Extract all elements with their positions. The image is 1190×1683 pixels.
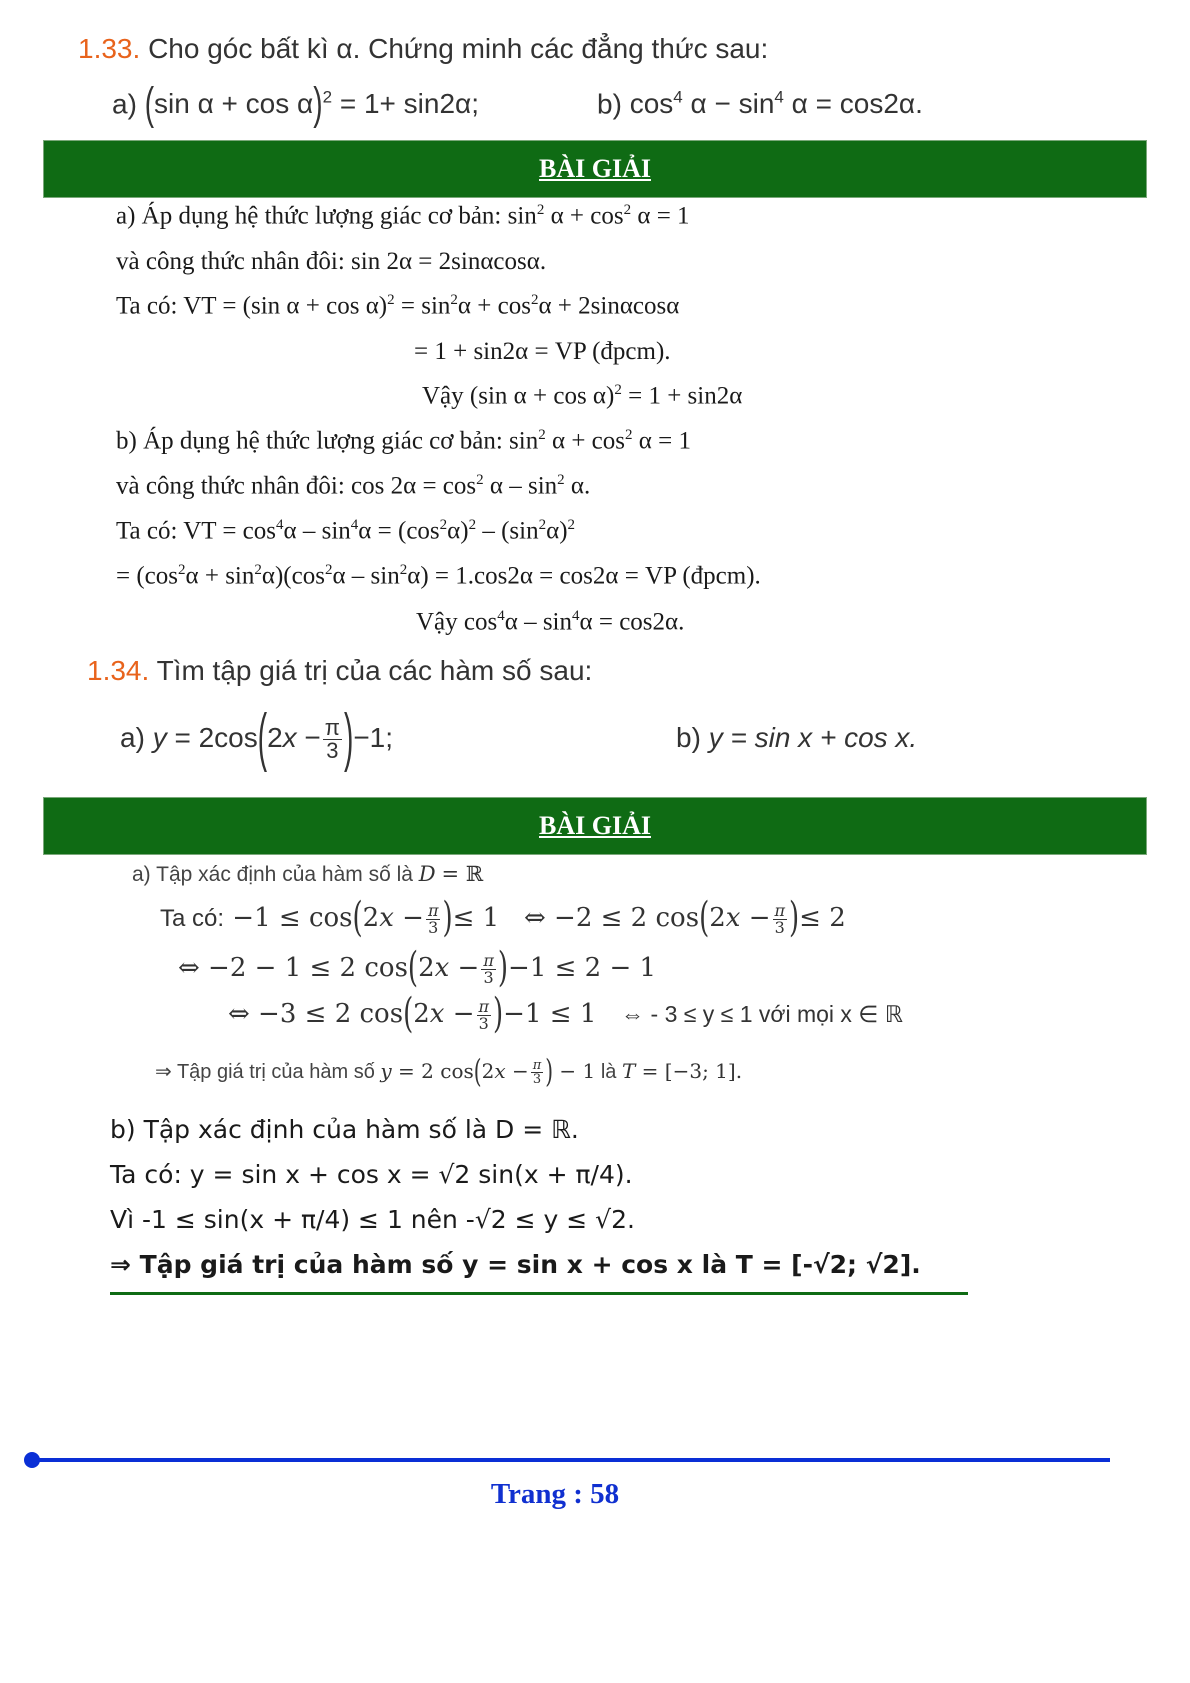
exercise-number: 1.34.	[87, 655, 150, 686]
sol-a-double-angle: và công thức nhân đôi: sin 2α = 2sinαcosα.	[116, 248, 547, 275]
sol-a-intro: a) Áp dụng hệ thức lượng giác cơ bản: $\sin^2 \alpha + \cos^2 \alpha = 1$	[116, 202, 690, 230]
sol-a-conclusion: Vậy (sin α + cos α)$^2$ = 1 + sin2α	[422, 382, 743, 410]
sol-b-double-angle: và công thức nhân đôi: $\cos 2\alpha = \cos^2 \alpha - \sin^2 \alpha$.	[116, 472, 591, 500]
solution-banner	[43, 797, 1147, 855]
solution-header: BÀI GIẢI	[539, 154, 651, 183]
sol-b-vt: Ta có: VT = $\cos^4\alpha - \sin^4\alpha = (\cos^2\alpha)^2 - (\sin^2\alpha)^2$	[116, 517, 576, 545]
formula-b: y = sin x + cos x.	[708, 722, 918, 753]
formula-a: (sin α + cos α)$^2$ = 1+ sin2α;	[144, 78, 479, 129]
formula-b: $\cos^4 \alpha - \sin^4 \alpha = \cos 2\alpha$.	[629, 88, 923, 120]
part-label: a)	[112, 88, 137, 120]
sol134-line2: ⇔ −2 − 1 ≤ 2 cos(2x − $\frac{\pi}{3}$ )−1 ≤ 2 − 1	[178, 944, 657, 992]
part-label: a)	[120, 722, 145, 753]
sol134-conclusion-a: ⇒ Tập giá trị của hàm số y = 2 cos(2x − $\frac{\pi}{3}$ ) − 1 là T = [−3; 1].	[155, 1051, 743, 1091]
exercise-1-33-part-b	[597, 88, 923, 120]
exercise-1-34-part-b	[676, 722, 917, 754]
exercise-1-33-part-a	[112, 78, 479, 129]
part-label: b)	[597, 88, 622, 120]
exercise-number: 1.33.	[78, 33, 141, 64]
sol134-b-taco: Ta có: y = sin x + cos x = √2 sin(x + π/4).	[110, 1160, 633, 1189]
sol134-b-conclusion: ⇒ Tập giá trị của hàm số y = sin x + cos x là T = [-√2; √2].	[110, 1250, 921, 1279]
solution-banner	[43, 140, 1147, 198]
part-label: b)	[676, 722, 701, 753]
sol134-domain-a: a) Tập xác định của hàm số là D = ℝ	[132, 862, 484, 886]
sol134-b-domain: b) Tập xác định của hàm số là D = ℝ.	[110, 1115, 579, 1144]
solution-header: BÀI GIẢI	[539, 811, 651, 840]
page-number: Trang : 58	[490, 1478, 620, 1510]
exercise-prompt: Tìm tập giá trị của các hàm số sau:	[156, 655, 593, 686]
sol134-line1: Ta có: −1 ≤ cos(2x − $\frac{\pi}{3}$ )≤ 1 ⇔ −2 ≤ 2 cos(2x − $\frac{\pi}{3}$ )≤ 2	[160, 894, 846, 942]
sol-b-step: = $(\cos^2\alpha + \sin^2\alpha)(\cos^2\alpha - \sin^2\alpha) = 1.\cos 2\alpha = \cos 2\alpha$ = VP (đpcm).	[116, 562, 761, 590]
sol-a-vt: Ta có: VT = (sin $\alpha + \cos \alpha)^2 = \sin^2\alpha + \cos^2\alpha + 2\sin\alpha\cos\alpha$	[116, 292, 680, 320]
conclusion-underline	[110, 1292, 968, 1295]
exercise-prompt: Cho góc bất kì α. Chứng minh các đẳng thức sau:	[148, 33, 769, 64]
sol-b-conclusion: Vậy $\cos^4\alpha - \sin^4\alpha = \cos 2\alpha$.	[416, 608, 685, 636]
sol-a-step2: = 1 + sin2α = VP (đpcm).	[414, 338, 671, 365]
exercise-1-34-title	[87, 655, 592, 687]
sol134-b-vi: Vì -1 ≤ sin(x + π/4) ≤ 1 nên -√2 ≤ y ≤ √2.	[110, 1205, 635, 1234]
sol-b-intro: b) Áp dụng hệ thức lượng giác cơ bản: $\sin^2 \alpha + \cos^2 \alpha = 1$	[116, 427, 691, 455]
footer-line	[32, 1458, 1110, 1462]
formula-a: y = 2cos(2x − $\frac{\pi}{3}$ )−1;	[152, 701, 394, 773]
sol134-line3: ⇔ −3 ≤ 2 cos(2x − $\frac{\pi}{3}$ )−1 ≤ 1 ⇔ - 3 ≤ y ≤ 1 với mọi x ∈ ℝ	[228, 990, 903, 1038]
exercise-1-34-part-a	[120, 701, 394, 773]
exercise-1-33-title	[78, 33, 768, 65]
